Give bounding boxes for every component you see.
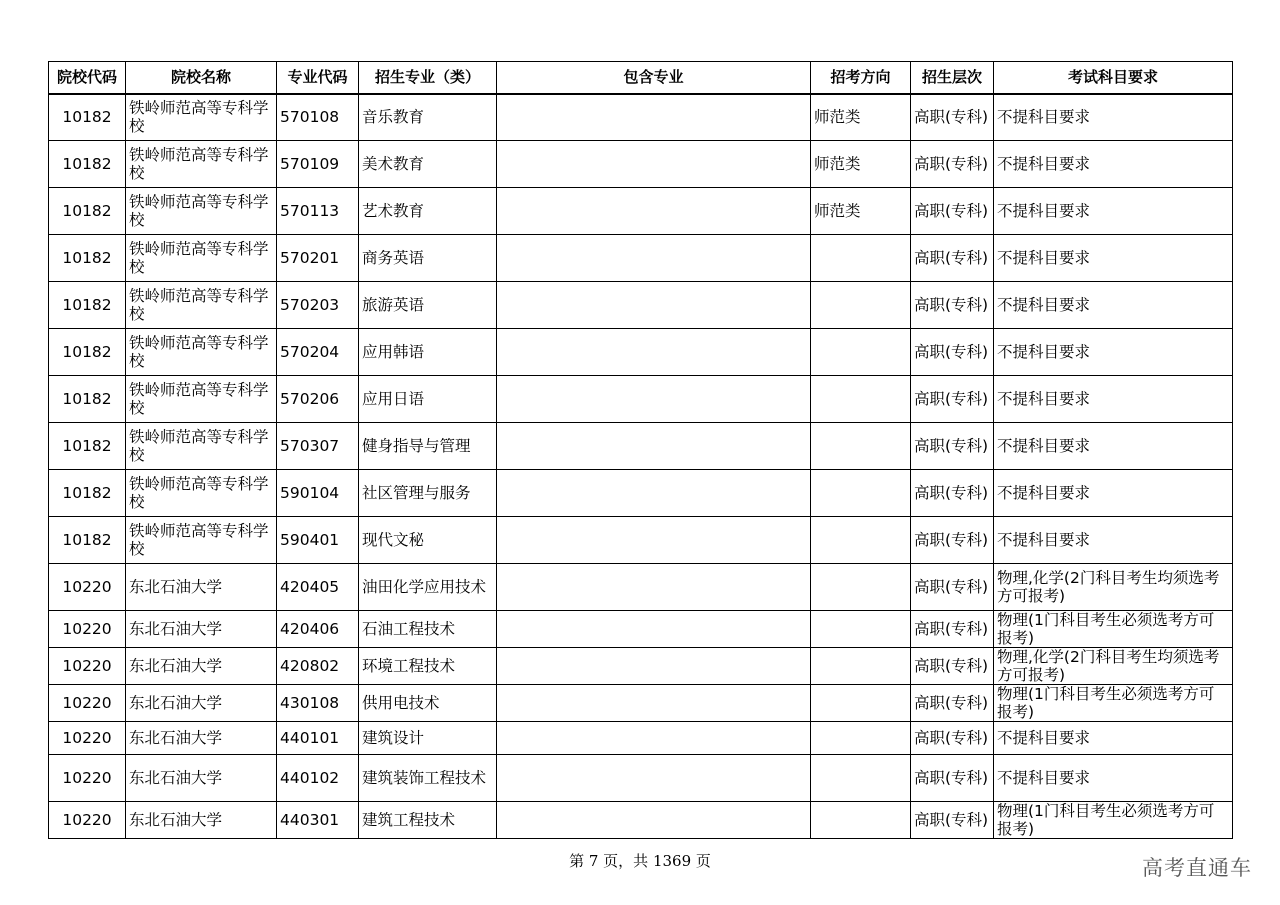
cell-direction [811, 755, 911, 802]
cell-included-majors [497, 235, 811, 282]
cell-direction [811, 802, 911, 839]
table-row [49, 470, 1233, 517]
cell-direction [811, 235, 911, 282]
cell-major-code: 570113 [277, 188, 359, 235]
cell-direction [811, 564, 911, 611]
cell-major: 旅游英语 [359, 282, 497, 329]
cell-school-name: 铁岭师范高等专科学校 [126, 94, 277, 141]
cell-major-code: 570204 [277, 329, 359, 376]
cell-requirement: 不提科目要求 [994, 755, 1233, 802]
cell-level: 高职(专科) [911, 470, 994, 517]
table-row [49, 141, 1233, 188]
cell-school-name: 东北石油大学 [126, 564, 277, 611]
cell-major: 环境工程技术 [359, 648, 497, 685]
cell-included-majors [497, 282, 811, 329]
cell-level: 高职(专科) [911, 685, 994, 722]
cell-school-code: 10220 [49, 722, 126, 755]
cell-included-majors [497, 141, 811, 188]
table-row [49, 235, 1233, 282]
cell-requirement: 物理,化学(2门科目考生均须选考方可报考) [994, 648, 1233, 685]
cell-level: 高职(专科) [911, 611, 994, 648]
cell-level: 高职(专科) [911, 188, 994, 235]
cell-school-name: 东北石油大学 [126, 755, 277, 802]
cell-major: 社区管理与服务 [359, 470, 497, 517]
cell-major: 音乐教育 [359, 94, 497, 141]
cell-major: 石油工程技术 [359, 611, 497, 648]
cell-included-majors [497, 470, 811, 517]
cell-major: 美术教育 [359, 141, 497, 188]
cell-level: 高职(专科) [911, 755, 994, 802]
cell-level: 高职(专科) [911, 517, 994, 564]
cell-level: 高职(专科) [911, 235, 994, 282]
cell-included-majors [497, 802, 811, 839]
cell-direction [811, 722, 911, 755]
cell-major: 艺术教育 [359, 188, 497, 235]
cell-major-code: 570108 [277, 94, 359, 141]
table-row [49, 611, 1233, 648]
cell-major: 供用电技术 [359, 685, 497, 722]
cell-direction: 师范类 [811, 94, 911, 141]
table-row [49, 94, 1233, 141]
table-row [49, 802, 1233, 839]
cell-level: 高职(专科) [911, 802, 994, 839]
cell-major: 健身指导与管理 [359, 423, 497, 470]
cell-school-name: 铁岭师范高等专科学校 [126, 188, 277, 235]
cell-direction [811, 685, 911, 722]
cell-major-code: 420406 [277, 611, 359, 648]
cell-school-code: 10182 [49, 517, 126, 564]
cell-direction [811, 282, 911, 329]
cell-major-code: 440301 [277, 802, 359, 839]
cell-requirement: 不提科目要求 [994, 722, 1233, 755]
cell-requirement: 物理,化学(2门科目考生均须选考方可报考) [994, 564, 1233, 611]
cell-major-code: 440101 [277, 722, 359, 755]
cell-major-code: 440102 [277, 755, 359, 802]
cell-direction [811, 517, 911, 564]
header-included-majors: 包含专业 [497, 62, 811, 94]
cell-included-majors [497, 685, 811, 722]
cell-included-majors [497, 329, 811, 376]
cell-level: 高职(专科) [911, 722, 994, 755]
cell-included-majors [497, 188, 811, 235]
cell-requirement: 不提科目要求 [994, 517, 1233, 564]
cell-school-name: 铁岭师范高等专科学校 [126, 141, 277, 188]
cell-major: 应用日语 [359, 376, 497, 423]
cell-requirement: 不提科目要求 [994, 188, 1233, 235]
table-row [49, 722, 1233, 755]
cell-school-code: 10182 [49, 376, 126, 423]
cell-level: 高职(专科) [911, 94, 994, 141]
cell-level: 高职(专科) [911, 329, 994, 376]
cell-included-majors [497, 611, 811, 648]
cell-school-name: 铁岭师范高等专科学校 [126, 423, 277, 470]
cell-included-majors [497, 517, 811, 564]
cell-requirement: 不提科目要求 [994, 235, 1233, 282]
cell-requirement: 不提科目要求 [994, 470, 1233, 517]
cell-school-code: 10220 [49, 648, 126, 685]
cell-school-name: 铁岭师范高等专科学校 [126, 470, 277, 517]
cell-school-code: 10220 [49, 564, 126, 611]
cell-school-name: 铁岭师范高等专科学校 [126, 282, 277, 329]
cell-school-name: 东北石油大学 [126, 611, 277, 648]
cell-level: 高职(专科) [911, 423, 994, 470]
cell-school-code: 10182 [49, 329, 126, 376]
cell-included-majors [497, 648, 811, 685]
table-row [49, 376, 1233, 423]
cell-school-name: 东北石油大学 [126, 648, 277, 685]
page-footer: 第 7 页，共 1369 页 [569, 852, 711, 870]
cell-level: 高职(专科) [911, 376, 994, 423]
cell-school-name: 东北石油大学 [126, 802, 277, 839]
cell-major-code: 420802 [277, 648, 359, 685]
cell-school-code: 10182 [49, 141, 126, 188]
table-row [49, 685, 1233, 722]
cell-requirement: 不提科目要求 [994, 423, 1233, 470]
cell-school-name: 铁岭师范高等专科学校 [126, 235, 277, 282]
cell-included-majors [497, 564, 811, 611]
cell-requirement: 物理(1门科目考生必须选考方可报考) [994, 802, 1233, 839]
header-major: 招生专业（类） [359, 62, 497, 94]
cell-level: 高职(专科) [911, 648, 994, 685]
cell-direction: 师范类 [811, 141, 911, 188]
header-level: 招生层次 [911, 62, 994, 94]
cell-direction [811, 611, 911, 648]
cell-requirement: 不提科目要求 [994, 329, 1233, 376]
cell-school-code: 10182 [49, 188, 126, 235]
cell-school-code: 10182 [49, 235, 126, 282]
watermark: 高考直通车 [1142, 856, 1252, 880]
cell-requirement: 物理(1门科目考生必须选考方可报考) [994, 611, 1233, 648]
cell-included-majors [497, 722, 811, 755]
cell-major-code: 570203 [277, 282, 359, 329]
cell-school-name: 东北石油大学 [126, 685, 277, 722]
header-major-code: 专业代码 [277, 62, 359, 94]
table-row [49, 564, 1233, 611]
cell-school-name: 铁岭师范高等专科学校 [126, 329, 277, 376]
table-row [49, 329, 1233, 376]
cell-major: 建筑装饰工程技术 [359, 755, 497, 802]
cell-school-code: 10182 [49, 423, 126, 470]
cell-major: 油田化学应用技术 [359, 564, 497, 611]
cell-direction [811, 329, 911, 376]
cell-requirement: 不提科目要求 [994, 141, 1233, 188]
table-row [49, 755, 1233, 802]
cell-included-majors [497, 376, 811, 423]
cell-requirement: 不提科目要求 [994, 376, 1233, 423]
table-row [49, 517, 1233, 564]
cell-requirement: 不提科目要求 [994, 282, 1233, 329]
table-row [49, 648, 1233, 685]
table-row [49, 282, 1233, 329]
cell-major: 商务英语 [359, 235, 497, 282]
cell-level: 高职(专科) [911, 282, 994, 329]
cell-major: 应用韩语 [359, 329, 497, 376]
cell-direction: 师范类 [811, 188, 911, 235]
header-school-code: 院校代码 [49, 62, 126, 94]
cell-school-code: 10220 [49, 755, 126, 802]
cell-school-name: 东北石油大学 [126, 722, 277, 755]
cell-major: 建筑设计 [359, 722, 497, 755]
cell-major-code: 590104 [277, 470, 359, 517]
cell-school-code: 10220 [49, 611, 126, 648]
cell-major: 现代文秘 [359, 517, 497, 564]
cell-major: 建筑工程技术 [359, 802, 497, 839]
cell-major-code: 570206 [277, 376, 359, 423]
cell-major-code: 420405 [277, 564, 359, 611]
cell-included-majors [497, 423, 811, 470]
cell-school-code: 10182 [49, 470, 126, 517]
cell-included-majors [497, 755, 811, 802]
cell-school-code: 10182 [49, 94, 126, 141]
header-school-name: 院校名称 [126, 62, 277, 94]
cell-requirement: 物理(1门科目考生必须选考方可报考) [994, 685, 1233, 722]
cell-direction [811, 376, 911, 423]
header-direction: 招考方向 [811, 62, 911, 94]
cell-direction [811, 470, 911, 517]
cell-major-code: 590401 [277, 517, 359, 564]
cell-included-majors [497, 94, 811, 141]
cell-major-code: 430108 [277, 685, 359, 722]
cell-school-name: 铁岭师范高等专科学校 [126, 376, 277, 423]
cell-school-code: 10220 [49, 802, 126, 839]
cell-school-name: 铁岭师范高等专科学校 [126, 517, 277, 564]
table-row [49, 423, 1233, 470]
cell-direction [811, 648, 911, 685]
header-requirement: 考试科目要求 [994, 62, 1233, 94]
cell-level: 高职(专科) [911, 564, 994, 611]
cell-major-code: 570201 [277, 235, 359, 282]
cell-requirement: 不提科目要求 [994, 94, 1233, 141]
admissions-table [48, 61, 1233, 839]
table-row [49, 188, 1233, 235]
cell-direction [811, 423, 911, 470]
cell-major-code: 570307 [277, 423, 359, 470]
cell-school-code: 10220 [49, 685, 126, 722]
cell-school-code: 10182 [49, 282, 126, 329]
header-row [49, 62, 1233, 94]
cell-major-code: 570109 [277, 141, 359, 188]
cell-level: 高职(专科) [911, 141, 994, 188]
